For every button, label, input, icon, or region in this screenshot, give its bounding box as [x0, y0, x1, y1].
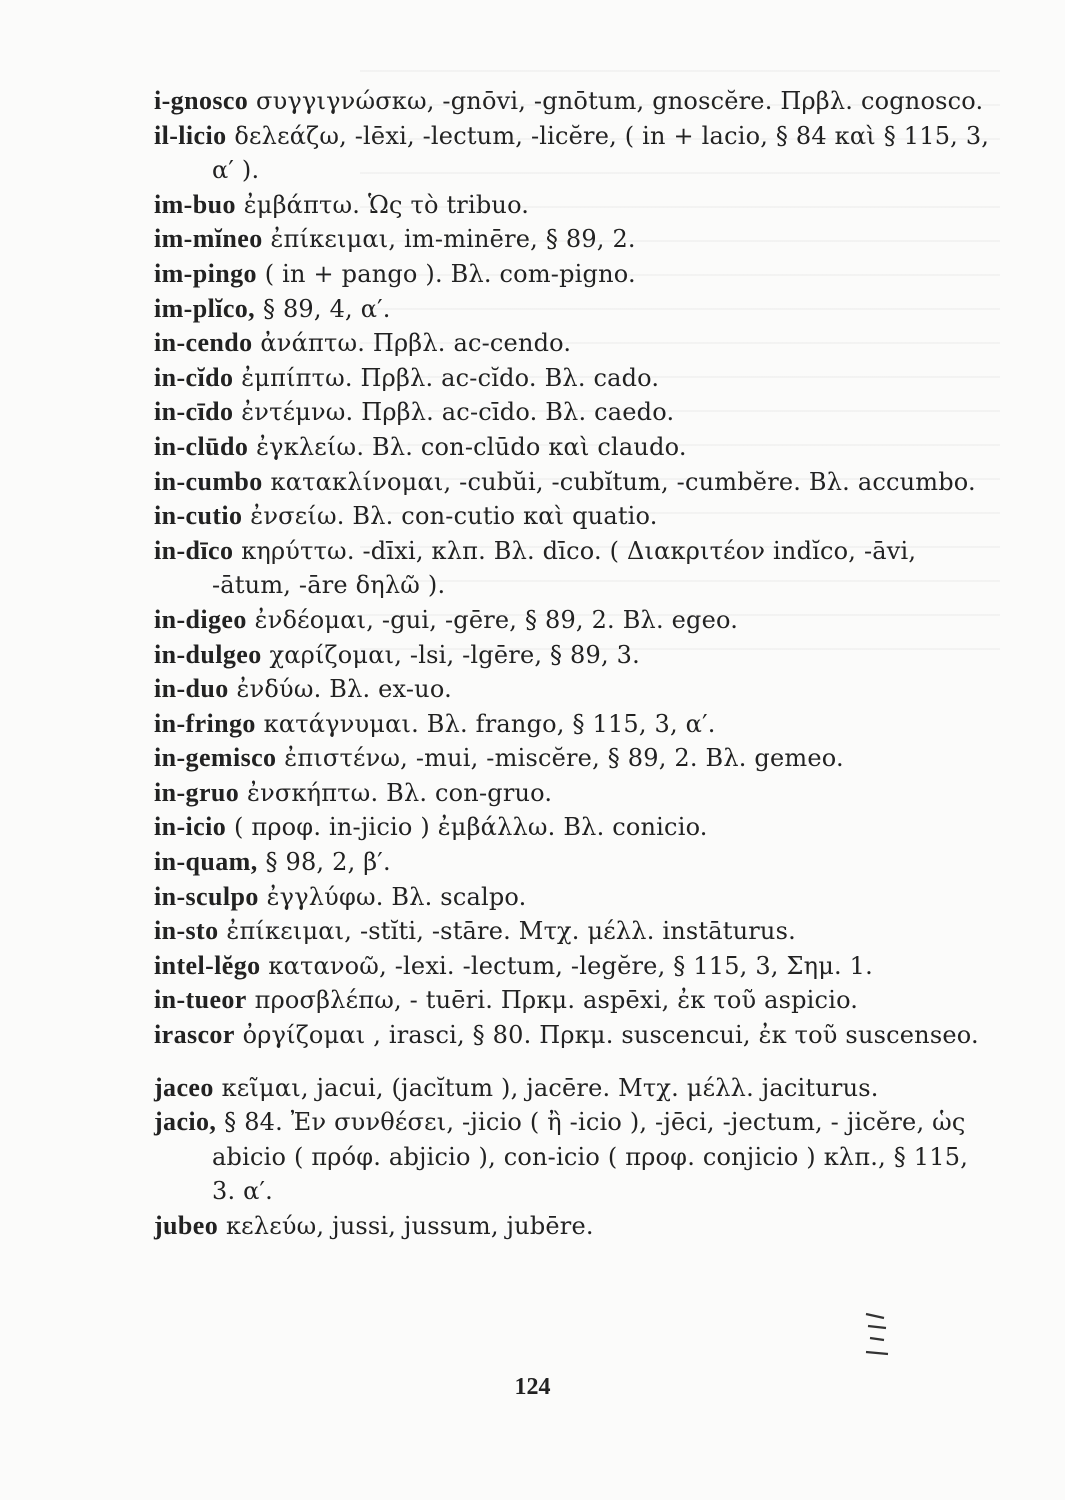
page-number: 124 [514, 1374, 551, 1400]
entry-definition: ὀργίζομαι , irasci, § 80. Πρκμ. suscencui, ἐκ τοῦ suscenseo. [242, 1021, 979, 1050]
dictionary-entry [154, 880, 994, 915]
entry-definition: ἐμπίπτω. Πρβλ. ac-cĭdo. Βλ. cado. [241, 363, 660, 392]
entry-definition: κατάγνυμαι. Βλ. frango, § 115, 3, α′. [263, 709, 716, 738]
entry-headword: in-sculpo [154, 881, 259, 911]
entry-headword: in-cutio [154, 501, 243, 531]
dictionary-entry [154, 534, 994, 603]
dictionary-entry [154, 1105, 994, 1209]
entry-headword: irascor [154, 1020, 235, 1050]
entry-headword: im-mĭneo [154, 224, 263, 254]
dictionary-entry [154, 465, 994, 500]
entry-definition: προσβλέπω, - tuēri. Πρκμ. aspēxi, ἐκ τοῦ aspicio. [254, 986, 859, 1015]
dictionary-entry [154, 776, 994, 811]
dictionary-entry [154, 361, 994, 396]
entry-headword: in-digeo [154, 604, 247, 634]
entry-definition: § 84. Ἐν συνθέσει, -jicio ( ἢ -icio ), -jēci, -jectum, - jicĕre, ὡς abicio ( πρόφ. abjicio ), con-icio ( προφ. conjicio ) κλπ., § 115, 3. α′. [212, 1108, 969, 1206]
entry-definition: ἐντέμνω. Πρβλ. ac-cīdo. Βλ. caedo. [241, 398, 675, 427]
dictionary-entry [154, 914, 994, 949]
dictionary-entry [154, 672, 994, 707]
entry-definition: ( in + pango ). Βλ. com-pigno. [264, 259, 636, 288]
entry-headword: in-fringo [154, 708, 256, 738]
entry-definition: κελεύω, jussi, jussum, jubēre. [225, 1212, 594, 1240]
entry-definition: § 98, 2, β′. [265, 848, 391, 877]
entry-headword: im-buo [154, 189, 236, 219]
dictionary-entry [154, 810, 994, 845]
entry-definition: ἐνσκήπτω. Βλ. con-gruo. [247, 778, 553, 807]
dictionary-entry [154, 119, 994, 188]
entry-headword: jubeo [154, 1211, 219, 1240]
dictionary-entry [154, 1071, 994, 1106]
dictionary-entry [154, 845, 994, 880]
dictionary-entry [154, 1018, 994, 1053]
entry-definition: ἐπίκειμαι, im-minēre, § 89, 2. [270, 225, 636, 254]
entry-list [154, 84, 994, 1244]
entry-definition: κεῖμαι, jacui, (jacĭtum ), jacēre. Μτχ. μέλλ. jaciturus. [221, 1073, 879, 1102]
entry-headword: il-licio [154, 120, 227, 150]
dictionary-entry [154, 222, 994, 257]
dictionary-entry [154, 603, 994, 638]
entry-definition: συγγιγνώσκω, -gnōvi, -gnōtum, gnoscĕre. Πρβλ. cognosco. [256, 87, 984, 115]
entry-headword: in-dulgeo [154, 639, 262, 669]
entry-headword: in-sto [154, 916, 219, 946]
entry-headword: in-cĭdo [154, 362, 234, 392]
entry-definition: ἐνδέομαι, -gui, -gēre, § 89, 2. Βλ. egeo. [254, 605, 739, 634]
entry-headword: in-quam, [154, 847, 258, 877]
entry-definition: δελεάζω, -lēxi, -lectum, -licĕre, ( in + lacio, § 84 καὶ § 115, 3, α′ ). [212, 121, 990, 185]
ink-mark-icon [862, 1310, 890, 1358]
dictionary-entry [154, 84, 994, 119]
entry-headword: in-duo [154, 674, 229, 704]
dictionary-entry [154, 395, 994, 430]
dictionary-entry [154, 949, 994, 984]
entry-definition: ἀνάπτω. Πρβλ. ac-cendo. [260, 329, 572, 358]
entry-definition: ἐγκλείω. Βλ. con-clūdo καὶ claudo. [256, 432, 687, 461]
entry-headword: jaceo [154, 1072, 214, 1102]
entry-headword: in-cumbo [154, 466, 263, 496]
entry-definition: ἐπιστένω, -mui, -miscĕre, § 89, 2. Βλ. gemeo. [284, 744, 844, 773]
entry-headword: in-dīco [154, 535, 234, 565]
dictionary-entry [154, 430, 994, 465]
entry-definition: § 89, 4, α′. [262, 294, 391, 323]
entry-headword: in-gruo [154, 777, 240, 807]
entry-headword: im-pingo [154, 258, 257, 288]
entry-definition: κατανοῶ, -lexi. -lectum, -legĕre, § 115, 3, Σημ. 1. [268, 951, 873, 980]
entry-definition: χαρίζομαι, -lsi, -lgēre, § 89, 3. [269, 640, 640, 669]
entry-headword: in-icio [154, 812, 227, 842]
entry-definition: κατακλίνομαι, -cubŭi, -cubĭtum, -cumbĕre. Βλ. accumbo. [270, 467, 976, 496]
entry-definition: ἐγγλύφω. Βλ. scalpo. [266, 882, 527, 911]
entry-headword: in-cendo [154, 328, 253, 358]
dictionary-entry [154, 499, 994, 534]
entry-definition: ἐμβάπτω. Ὡς τὸ tribuo. [243, 190, 530, 219]
entry-headword: in-tueor [154, 985, 247, 1015]
entry-headword: in-gemisco [154, 743, 277, 773]
dictionary-entry [154, 638, 994, 673]
dictionary-entry [154, 292, 994, 327]
dictionary-entry [154, 326, 994, 361]
entry-definition: ἐπίκειμαι, -stĭti, -stāre. Μτχ. μέλλ. instāturus. [226, 917, 796, 946]
entry-headword: in-cīdo [154, 397, 234, 427]
entry-definition: κηρύττω. -dīxi, κλπ. Βλ. dīco. ( Διακριτέον indĭco, -āvi, -ātum, -āre δηλῶ ). [212, 536, 917, 600]
entry-headword: jacio, [154, 1107, 217, 1137]
dictionary-entry [154, 707, 994, 742]
dictionary-entry [154, 188, 994, 223]
entry-definition: ἐνσείω. Βλ. con-cutio καὶ quatio. [250, 502, 658, 531]
entry-headword: im-plĭco, [154, 293, 256, 323]
entry-headword: i-gnosco [154, 86, 249, 115]
dictionary-entry [154, 257, 994, 292]
dictionary-entry [154, 983, 994, 1018]
entry-headword: intel-lĕgo [154, 950, 261, 980]
entry-definition: ( προφ. in-jicio ) ἐμβάλλω. Βλ. conicio. [233, 813, 708, 842]
dictionary-entry [154, 1209, 994, 1244]
entry-definition: ἐνδύω. Βλ. ex-uo. [236, 675, 452, 704]
entry-headword: in-clūdo [154, 431, 249, 461]
dictionary-entry [154, 741, 994, 776]
